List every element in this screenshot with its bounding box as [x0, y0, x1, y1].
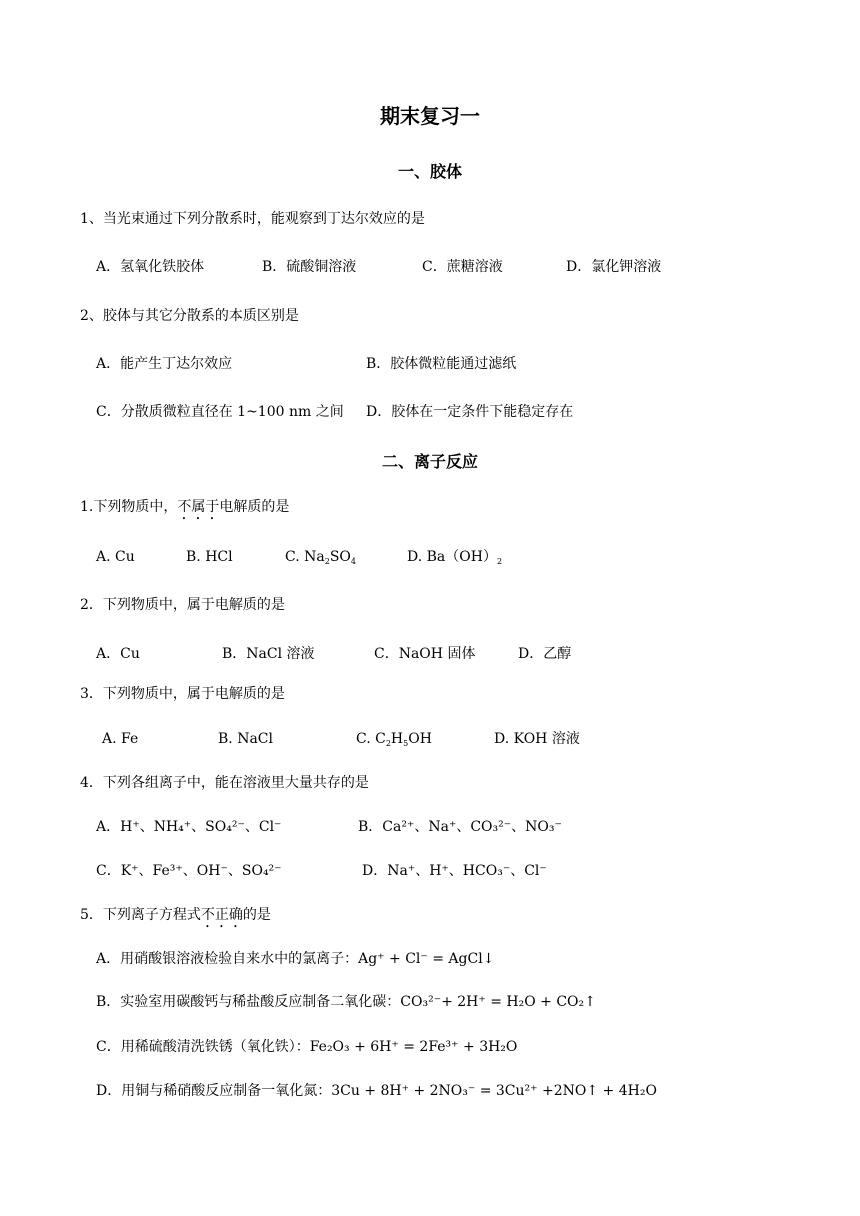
ionic-question-2-stem: 2．下列物质中，属于电解质的是 — [80, 597, 285, 613]
ionic-question-4-option-a: A．H⁺、NH₄⁺、SO₄²⁻、Cl⁻ — [96, 819, 282, 835]
question-2-option-c: C．分散质微粒直径在 1~100 nm 之间 — [96, 404, 344, 420]
ionic-question-5-option-a: A．用硝酸银溶液检验自来水中的氯离子：Ag⁺ + Cl⁻ = AgCl↓ — [96, 951, 495, 967]
ionic-question-5-option-b: B．实验室用碳酸钙与稀盐酸反应制备二氧化碳：CO₃²⁻+ 2H⁺ = H₂O + CO₂↑ — [96, 994, 596, 1010]
ionic-question-4-option-b: B．Ca²⁺、Na⁺、CO₃²⁻、NO₃⁻ — [358, 819, 562, 835]
ionic-question-3-option-d: D. KOH 溶液 — [494, 731, 580, 747]
ionic-question-1-stem — [80, 497, 289, 523]
formula-part: D. Ba（OH） — [407, 549, 497, 565]
section-heading-ionic-reaction: 二、离子反应 — [381, 452, 478, 471]
subscript: 4 — [350, 557, 356, 566]
ionic-question-5-stem — [80, 905, 271, 931]
formula-part: C. C — [356, 731, 386, 747]
ionic-question-2-option-d: D．乙醇 — [518, 646, 572, 662]
formula-part: SO — [329, 549, 351, 565]
subscript: 2 — [385, 739, 391, 748]
ionic-question-2-option-a: A．Cu — [96, 646, 140, 662]
question-1-option-a: A．氢氧化铁胶体 — [96, 259, 205, 275]
ionic-question-4-option-d: D．Na⁺、H⁺、HCO₃⁻、Cl⁻ — [362, 863, 547, 879]
question-2-option-a: A．能产生丁达尔效应 — [96, 356, 233, 372]
subscript: 5 — [403, 739, 409, 748]
ionic-question-3-option-c — [356, 729, 432, 749]
emphasized-text: 不正确 — [200, 907, 243, 923]
formula-part: C. Na — [285, 549, 325, 565]
stem-text: 5．下列离子方程式 — [80, 907, 201, 923]
emphasized-text: 不属于 — [177, 499, 220, 515]
ionic-question-1-option-a: A. Cu — [96, 549, 135, 565]
section-heading-colloid: 一、胶体 — [397, 162, 462, 181]
question-2-stem: 2、胶体与其它分散系的本质区别是 — [80, 308, 299, 324]
ionic-question-1-option-c — [285, 547, 356, 567]
page-title: 期末复习一 — [380, 104, 480, 128]
question-1-option-d: D．氯化钾溶液 — [566, 259, 662, 275]
subscript: 2 — [324, 557, 330, 566]
question-2-option-b: B．胶体微粒能通过滤纸 — [366, 356, 517, 372]
ionic-question-1-option-d — [407, 547, 502, 567]
ionic-question-3-option-b: B. NaCl — [218, 731, 273, 747]
ionic-question-3-stem: 3．下列物质中，属于电解质的是 — [80, 686, 285, 702]
ionic-question-4-stem: 4．下列各组离子中，能在溶液里大量共存的是 — [80, 775, 369, 791]
question-1-option-c: C．蔗糖溶液 — [422, 259, 503, 275]
stem-text: 电解质的是 — [219, 499, 290, 515]
stem-text: 1.下列物质中， — [80, 499, 178, 515]
question-1-stem: 1、当光束通过下列分散系时，能观察到丁达尔效应的是 — [80, 211, 425, 227]
formula-part: OH — [408, 731, 432, 747]
ionic-question-5-option-d: D．用铜与稀硝酸反应制备一氧化氮：3Cu + 8H⁺ + 2NO₃⁻ = 3Cu²⁺ +2NO↑ + 4H₂O — [96, 1083, 657, 1099]
ionic-question-2-option-b: B．NaCl 溶液 — [222, 646, 315, 662]
stem-text: 的是 — [242, 907, 271, 923]
ionic-question-3-option-a: A. Fe — [102, 731, 139, 747]
formula-part: H — [390, 731, 404, 747]
question-1-option-b: B．硫酸铜溶液 — [262, 259, 357, 275]
subscript: 2 — [496, 557, 503, 566]
ionic-question-2-option-c: C．NaOH 固体 — [374, 646, 476, 662]
question-2-option-d: D．胶体在一定条件下能稳定存在 — [366, 404, 574, 420]
ionic-question-1-option-b: B. HCl — [186, 549, 233, 565]
ionic-question-5-option-c: C．用稀硫酸清洗铁锈（氧化铁）：Fe₂O₃ + 6H⁺ = 2Fe³⁺ + 3H₂O — [96, 1039, 518, 1055]
ionic-question-4-option-c: C．K⁺、Fe³⁺、OH⁻、SO₄²⁻ — [96, 863, 282, 879]
